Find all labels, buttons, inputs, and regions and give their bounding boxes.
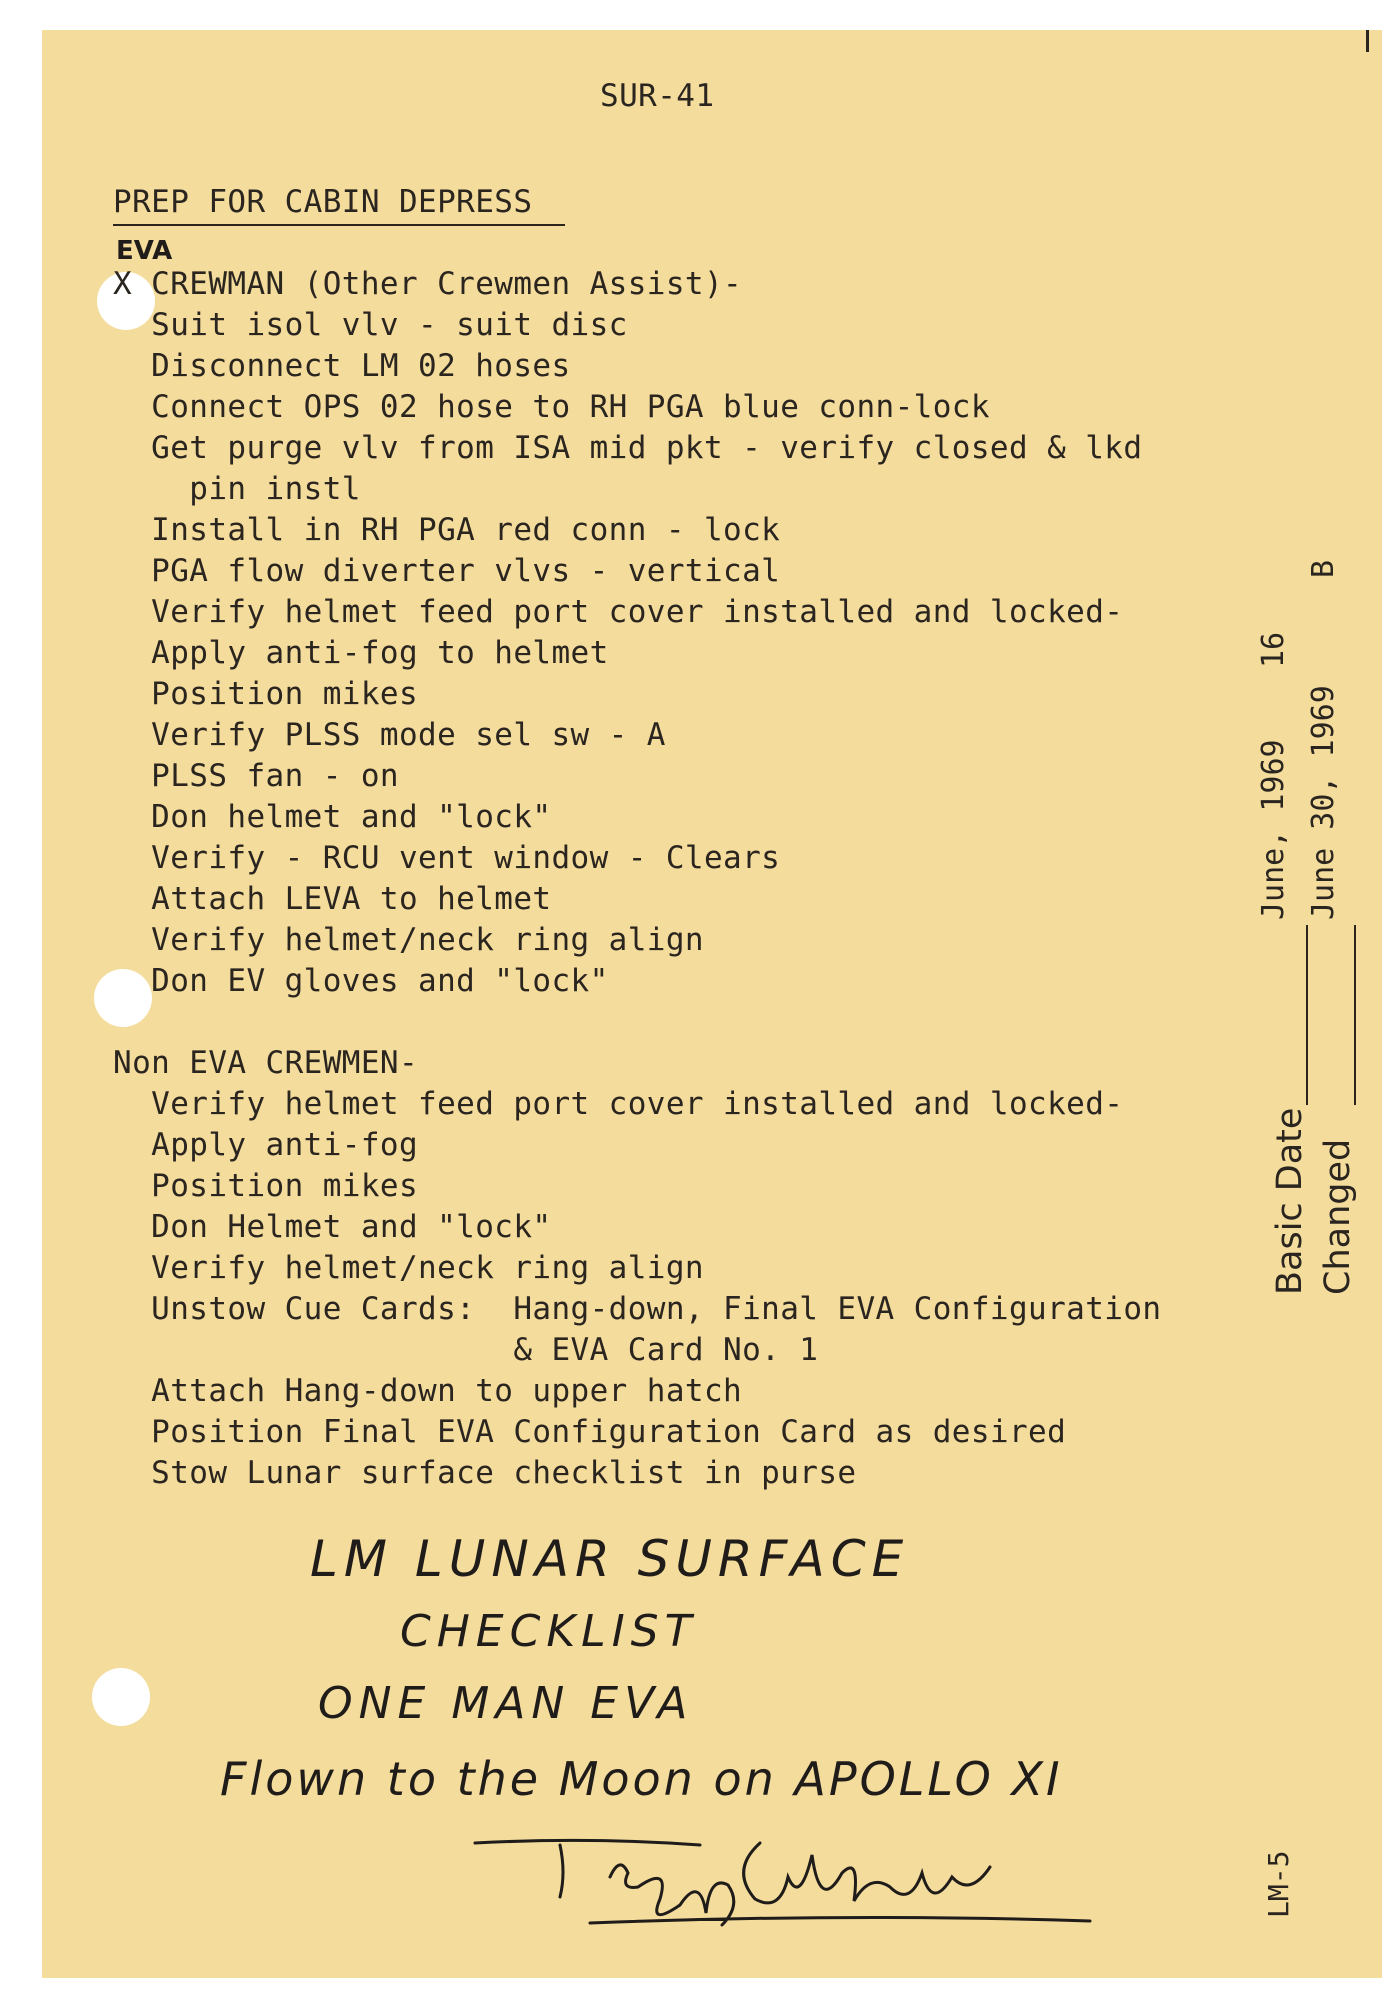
basic-date-number: 16	[1256, 631, 1291, 668]
handwriting-line-3: ONE MAN EVA	[318, 1678, 694, 1729]
checklist-line: Connect OPS 02 hose to RH PGA blue conn-lock	[113, 389, 990, 425]
changed-date-value: June 30, 1969	[1306, 685, 1341, 920]
checklist-line: Attach Hang-down to upper hatch	[113, 1373, 743, 1409]
changed-label: Changed	[1318, 1138, 1358, 1295]
checklist-line: Don helmet and "lock"	[113, 799, 552, 835]
checklist-line: Don EV gloves and "lock"	[113, 963, 609, 999]
blank-line	[113, 1002, 1162, 1043]
punch-hole-bottom	[92, 1668, 150, 1726]
checklist-line: Apply anti-fog	[113, 1127, 419, 1163]
checklist-line: Unstow Cue Cards: Hang-down, Final EVA Configuration	[113, 1291, 1162, 1327]
basic-date-underline	[1306, 925, 1308, 1105]
checklist-line: & EVA Card No. 1	[113, 1332, 819, 1368]
checklist-line: Attach LEVA to helmet	[113, 881, 552, 917]
checklist-line: X CREWMAN (Other Crewmen Assist)-	[113, 266, 743, 302]
page-number: SUR-41	[600, 78, 715, 114]
checklist-line: Stow Lunar surface checklist in purse	[113, 1455, 857, 1491]
revision-letter: B	[1306, 559, 1341, 578]
checklist-line: Get purge vlv from ISA mid pkt - verify closed & lkd	[113, 430, 1143, 466]
form-id: LM-5	[1262, 1850, 1295, 1918]
checklist-line: Position mikes	[113, 1168, 419, 1204]
checklist-line: Verify helmet feed port cover installed and locked-	[113, 594, 1124, 630]
margin-tick-mark	[1366, 30, 1369, 52]
basic-date-value: June, 1969	[1256, 739, 1291, 920]
checklist-line: PLSS fan - on	[113, 758, 399, 794]
checklist-line: Non EVA CREWMEN-	[113, 1045, 419, 1081]
signature	[470, 1815, 1110, 1935]
section-heading: PREP FOR CABIN DEPRESS	[113, 184, 533, 220]
checklist-line: Verify helmet feed port cover installed and locked-	[113, 1086, 1124, 1122]
checklist-line: PGA flow diverter vlvs - vertical	[113, 553, 781, 589]
checklist-body	[113, 264, 1162, 1494]
checklist-line: Apply anti-fog to helmet	[113, 635, 609, 671]
checklist-line: Install in RH PGA red conn - lock	[113, 512, 781, 548]
checklist-line: Don Helmet and "lock"	[113, 1209, 552, 1245]
checklist-line: Verify PLSS mode sel sw - A	[113, 717, 666, 753]
checklist-line: Disconnect LM 02 hoses	[113, 348, 571, 384]
checklist-line: Suit isol vlv - suit disc	[113, 307, 628, 343]
handwriting-line-1: LM LUNAR SURFACE	[310, 1530, 910, 1588]
handwriting-line-4: Flown to the Moon on APOLLO XI	[220, 1752, 1063, 1806]
handwritten-eva-correction: EVA	[116, 236, 173, 266]
checklist-line: Verify helmet/neck ring align	[113, 1250, 704, 1286]
checklist-line: Position Final EVA Configuration Card as desired	[113, 1414, 1067, 1450]
checklist-line: Verify helmet/neck ring align	[113, 922, 704, 958]
heading-underline	[113, 224, 565, 226]
checklist-line: pin instl	[113, 471, 361, 507]
basic-date-label: Basic Date	[1270, 1107, 1310, 1295]
checklist-line: Verify - RCU vent window - Clears	[113, 840, 781, 876]
checklist-line: Position mikes	[113, 676, 419, 712]
changed-underline	[1354, 925, 1356, 1105]
handwriting-line-2: CHECKLIST	[400, 1606, 698, 1657]
